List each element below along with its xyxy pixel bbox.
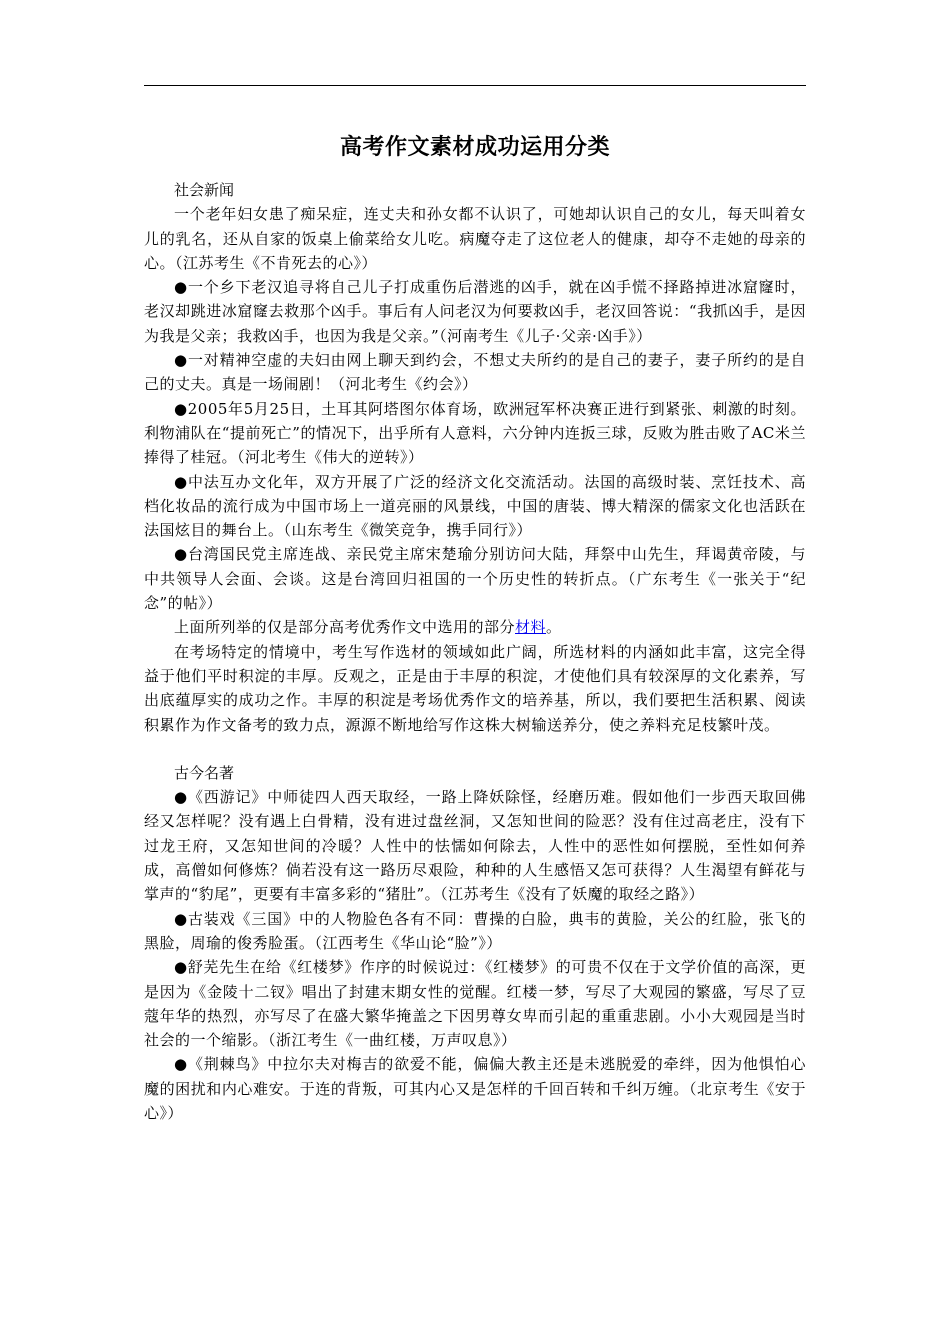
header-rule	[144, 85, 806, 86]
section-label-social-news: 社会新闻	[174, 181, 235, 199]
section-spacer	[144, 737, 806, 761]
paragraph: ●舒芜先生在给《红楼梦》作序的时候说过：《红楼梦》的可贵不仅在于文学价值的高深，更是因为《金陵十二钗》唱出了封建末期女性的觉醒。红楼一梦，写尽了大观园的繁盛，写尽了豆蔻年华的热烈，亦写尽了在盛大繁华掩盖之下因男尊女卑而引起的重重悲剧。小小大观园是当时社会的一个缩影。（浙江考生《一曲红楼，万声叹息》）	[144, 958, 806, 1050]
document-body	[144, 128, 806, 1125]
summary-end: 。	[546, 618, 562, 637]
paragraph: ●《西游记》中师徒四人西天取经，一路上降妖除怪，经磨历难。假如他们一步西天取回佛经又怎样呢？没有遇上白骨精，没有进过盘丝洞，又怎知世间的险恶？没有住过高老庄，没有下过龙王府，又怎知世间的冷暖？人性中的怯懦如何除去，人性中的恶性如何摆脱，至性如何养成，高僧如何修炼？倘若没有这一路历尽艰险，种种的人生感悟又怎可获得？人生渴望有鲜花与掌声的“豹尾”，更要有丰富多彩的“猪肚”。（江苏考生《没有了妖魔的取经之路》）	[144, 788, 806, 904]
paragraph: ●台湾国民党主席连战、亲民党主席宋楚瑜分别访问大陆，拜祭中山先生，拜谒黄帝陵，与中共领导人会面、会谈。这是台湾回归祖国的一个历史性的转折点。（广东考生《一张关于“纪念”的帖》）	[144, 545, 806, 613]
summary-text: 上面所列举的仅是部分高考优秀作文中选用的部分	[174, 618, 516, 637]
paragraph: ●古装戏《三国》中的人物脸色各有不同：曹操的白脸，典韦的黄脸，关公的红脸，张飞的黑脸，周瑜的俊秀脸蛋。（江西考生《华山论“脸”》）	[144, 909, 806, 952]
paragraph: ●中法互办文化年，双方开展了广泛的经济文化交流活动。法国的高级时装、烹饪技术、高档化妆品的流行成为中国市场上一道亮丽的风景线，中国的唐装、博大精深的儒家文化也活跃在法国炫目的舞台上。（山东考生《微笑竞争，携手同行》）	[144, 472, 806, 540]
conclusion-paragraph: 在考场特定的情境中，考生写作选材的领域如此广阔，所选材料的内涵如此丰富，这完全得益于他们平时积淀的丰厚。反观之，正是由于丰厚的积淀，才使他们具有较深厚的文化素养，写出底蕴厚实的成功之作。丰厚的积淀是考场优秀作文的培养基，所以，我们要把生活积累、阅读积累作为作文备考的致力点，源源不断地给写作这株大树输送养分，使之养料充足枝繁叶茂。	[144, 642, 806, 734]
document-title: 高考作文素材成功运用分类	[339, 135, 610, 160]
materials-link[interactable]: 材料	[515, 618, 547, 637]
paragraph: ●2005年5月25日，土耳其阿塔图尔体育场，欧洲冠军杯决赛正进行到紧张、刺激的时刻。利物浦队在“提前死亡”的情况下，出乎所有人意料，六分钟内连扳三球，反败为胜击败了AC米兰捧得了桂冠。（河北考生《伟大的逆转》）	[144, 399, 806, 467]
section-label-classics: 古今名著	[174, 763, 235, 782]
summary-paragraph	[144, 615, 806, 639]
paragraph: 一个老年妇女患了痴呆症，连丈夫和孙女都不认识了，可她却认识自己的女儿，每天叫着女儿的乳名，还从自家的饭桌上偷菜给女儿吃。病魔夺走了这位老人的健康，却夺不走她的母亲的心。（江苏考生《不肯死去的心》）	[144, 205, 806, 272]
paragraph: ●一对精神空虚的夫妇由网上聊天到约会，不想丈夫所约的是自己的妻子，妻子所约的是自己的丈夫。真是一场闹剧！（河北考生《约会》）	[144, 351, 806, 394]
paragraph: ●《荆棘鸟》中拉尔夫对梅吉的欲爱不能，偏偏大教主还是未逃脱爱的牵绊，因为他惧怕心魔的困扰和内心难安。于连的背叛，可其内心又是怎样的千回百转和千纠万缠。（北京考生《安于心》）	[144, 1055, 806, 1122]
paragraph: ●一个乡下老汉追寻将自己儿子打成重伤后潜逃的凶手，就在凶手慌不择路掉进冰窟窿时，老汉却跳进冰窟窿去救那个凶手。事后有人问老汉为何要救凶手，老汉回答说：“我抓凶手，是因为我是父亲；我救凶手，也因为我是父亲。”（河南考生《儿子·父亲·凶手》）	[144, 278, 806, 345]
